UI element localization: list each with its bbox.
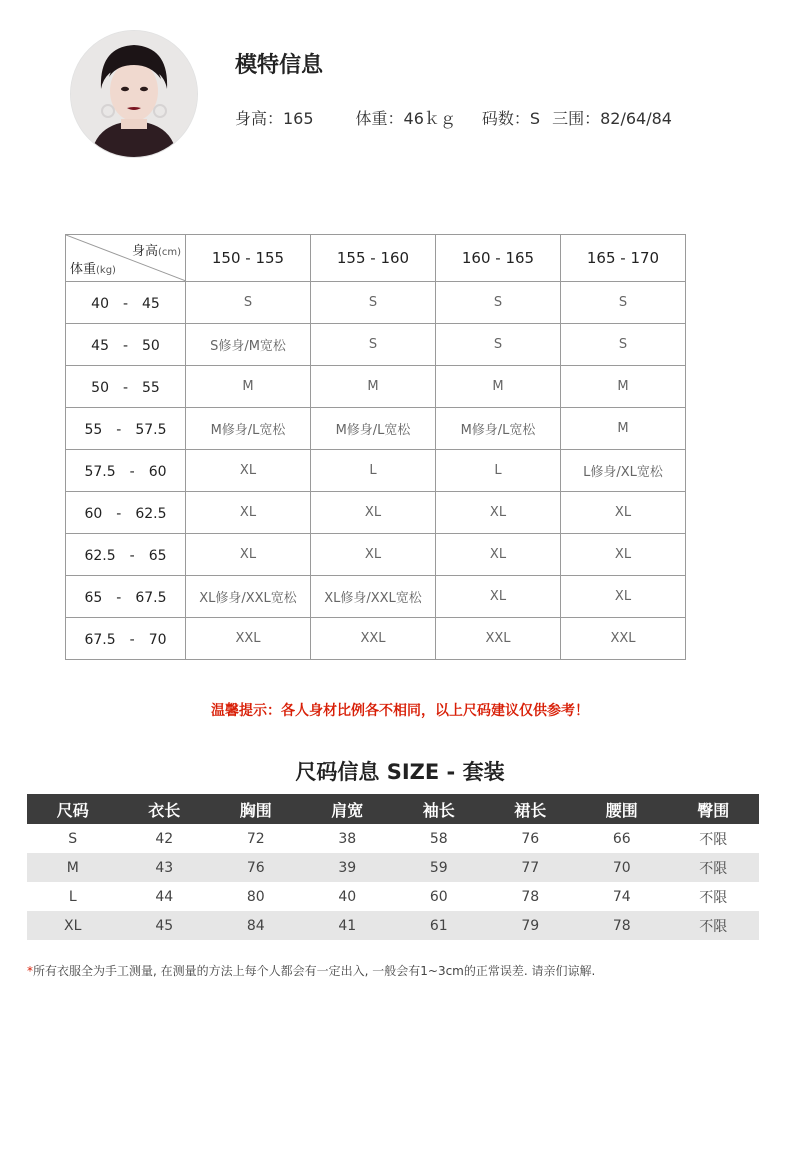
rec-size-cell: XL — [561, 492, 686, 534]
size-table-row — [27, 882, 759, 911]
model-info-title: 模特信息 — [235, 53, 324, 78]
rec-size-cell: M — [561, 408, 686, 450]
rec-weight-range: 60 - 62.5 — [66, 492, 186, 534]
rec-size-cell: M — [436, 366, 561, 408]
rec-size-cell: M — [186, 366, 311, 408]
rec-size-cell: S — [561, 324, 686, 366]
rec-size-cell: M修身/L宽松 — [186, 408, 311, 450]
model-measurements: 三围：82/64/84 — [552, 109, 672, 128]
rec-table-row — [66, 324, 686, 366]
rec-weight-range: 50 - 55 — [66, 366, 186, 408]
rec-table-row — [66, 534, 686, 576]
rec-weight-range: 57.5 - 60 — [66, 450, 186, 492]
rec-size-cell: XXL — [436, 618, 561, 660]
size-value-cell: 84 — [210, 911, 302, 940]
rec-size-cell: XL — [436, 576, 561, 618]
rec-size-cell: L — [311, 450, 436, 492]
size-value-cell: 不限 — [699, 831, 728, 848]
rec-weight-range: 67.5 - 70 — [66, 618, 186, 660]
rec-table-row — [66, 576, 686, 618]
size-value-cell: 77 — [485, 853, 577, 882]
size-value-cell: 45 — [119, 911, 211, 940]
rec-weight-range: 45 - 50 — [66, 324, 186, 366]
rec-size-cell: S修身/M宽松 — [186, 324, 311, 366]
model-size: 码数：S — [481, 109, 541, 128]
size-value-cell: 76 — [521, 830, 540, 847]
size-header-row — [27, 794, 759, 824]
rec-size-cell: M修身/L宽松 — [311, 408, 436, 450]
size-value-cell: 74 — [612, 888, 631, 905]
size-value-cell: 40 — [338, 888, 357, 905]
rec-size-cell: XL — [186, 534, 311, 576]
rec-table-row — [66, 366, 686, 408]
rec-size-cell: XL — [436, 492, 561, 534]
rec-size-cell: XL — [436, 534, 561, 576]
size-value-cell: 78 — [521, 888, 540, 905]
size-value-cell: 59 — [393, 853, 485, 882]
model-height: 身高：165 — [235, 109, 314, 128]
rec-size-cell: S — [436, 282, 561, 324]
size-value-cell: 76 — [210, 853, 302, 882]
size-value-cell: 58 — [429, 830, 448, 847]
rec-size-cell: M修身/L宽松 — [436, 408, 561, 450]
corner-height-label: 身高(cm) — [131, 244, 181, 259]
size-column-header: 袖长 — [393, 794, 485, 824]
size-value-cell: 78 — [576, 911, 668, 940]
rec-column-header: 155 - 160 — [311, 235, 436, 282]
rec-table-row — [66, 450, 686, 492]
rec-size-cell: S — [311, 282, 436, 324]
rec-size-cell: XXL — [561, 618, 686, 660]
size-value-cell: 72 — [246, 830, 265, 847]
rec-size-cell: XXL — [311, 618, 436, 660]
size-value-cell: 80 — [246, 888, 265, 905]
size-column-header: 胸围 — [210, 794, 302, 824]
size-table-row — [27, 853, 759, 882]
size-value-cell: 42 — [155, 830, 174, 847]
rec-table-row — [66, 408, 686, 450]
size-value-cell: M — [27, 853, 119, 882]
size-value-cell: 不限 — [668, 853, 760, 882]
note-star: * — [27, 964, 33, 978]
rec-size-cell: S — [561, 282, 686, 324]
size-column-header: 腰围 — [576, 794, 668, 824]
rec-size-cell: XL — [561, 576, 686, 618]
rec-size-cell: XL — [561, 534, 686, 576]
corner-weight-label: 体重(kg) — [70, 262, 116, 277]
rec-size-cell: S — [311, 324, 436, 366]
size-column-header: 臀围 — [668, 794, 760, 824]
rec-size-cell: L — [436, 450, 561, 492]
size-value-cell: 39 — [302, 853, 394, 882]
size-value-cell: 70 — [576, 853, 668, 882]
rec-size-cell: S — [186, 282, 311, 324]
rec-size-cell: XL — [186, 492, 311, 534]
rec-size-cell: S — [436, 324, 561, 366]
size-value-cell: 43 — [119, 853, 211, 882]
measurement-note — [27, 962, 595, 979]
rec-weight-range: 62.5 - 65 — [66, 534, 186, 576]
size-recommendation-table — [65, 234, 686, 660]
size-value-cell: L — [68, 888, 77, 905]
size-value-cell: 不限 — [668, 911, 760, 940]
size-column-header: 衣长 — [119, 794, 211, 824]
rec-header-row — [66, 235, 686, 282]
rec-size-cell: M — [311, 366, 436, 408]
rec-size-cell: XL修身/XXL宽松 — [311, 576, 436, 618]
model-weight: 体重：46ｋｇ — [355, 109, 456, 128]
garment-size-table — [27, 794, 759, 940]
note-text: 所有衣服全为手工测量, 在测量的方法上每个人都会有一定出入, 一般会有1~3cm的正常误差. 请亲们谅解. — [33, 964, 596, 978]
rec-size-cell: XL — [186, 450, 311, 492]
size-value-cell: 41 — [302, 911, 394, 940]
size-column-header: 尺码 — [27, 794, 119, 824]
size-value-cell: S — [68, 830, 78, 847]
size-value-cell: 不限 — [699, 889, 728, 906]
model-stats — [235, 106, 672, 129]
size-info-title: 尺码信息 SIZE - 套装 — [295, 760, 505, 784]
size-value-cell: 79 — [485, 911, 577, 940]
rec-size-cell: XL修身/XXL宽松 — [186, 576, 311, 618]
rec-table-row — [66, 492, 686, 534]
corner-weight-unit: (kg) — [96, 265, 116, 276]
size-value-cell: XL — [27, 911, 119, 940]
rec-table-row — [66, 618, 686, 660]
size-value-cell: 66 — [612, 830, 631, 847]
rec-size-cell: XL — [311, 534, 436, 576]
rec-size-cell: M — [561, 366, 686, 408]
rec-table-row — [66, 282, 686, 324]
rec-column-header: 150 - 155 — [186, 235, 311, 282]
size-table-row — [27, 824, 759, 853]
rec-size-cell: L修身/XL宽松 — [561, 450, 686, 492]
model-portrait-image — [71, 31, 197, 157]
size-column-header: 裙长 — [485, 794, 577, 824]
rec-weight-range: 40 - 45 — [66, 282, 186, 324]
rec-size-cell: XL — [311, 492, 436, 534]
size-value-cell: 60 — [429, 888, 448, 905]
size-value-cell: 44 — [155, 888, 174, 905]
corner-height-unit: (cm) — [157, 247, 181, 258]
size-value-cell: 61 — [393, 911, 485, 940]
rec-size-cell: XXL — [186, 618, 311, 660]
rec-column-header: 165 - 170 — [561, 235, 686, 282]
size-value-cell: 38 — [338, 830, 357, 847]
rec-weight-range: 65 - 67.5 — [66, 576, 186, 618]
model-avatar — [70, 30, 198, 158]
size-tip-warning: 温馨提示：各人身材比例各不相同，以上尺码建议仅供参考！ — [211, 703, 589, 719]
size-column-header: 肩宽 — [302, 794, 394, 824]
size-table-row — [27, 911, 759, 940]
rec-weight-range: 55 - 57.5 — [66, 408, 186, 450]
rec-corner-cell — [66, 235, 186, 282]
rec-column-header: 160 - 165 — [436, 235, 561, 282]
